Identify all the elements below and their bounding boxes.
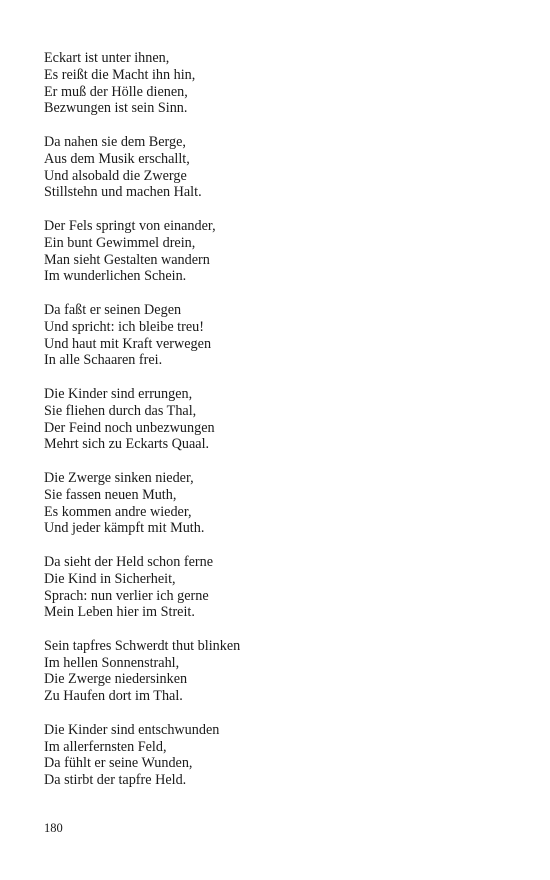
poem-line: Die Kind in Sicherheit, bbox=[44, 570, 176, 587]
poem-line: Und alsobald die Zwerge bbox=[44, 167, 187, 184]
stanza bbox=[44, 554, 524, 621]
poem-line: Sie fassen neuen Muth, bbox=[44, 486, 177, 503]
poem-line: Aus dem Musik erschallt, bbox=[44, 150, 190, 167]
poem-line: Da stirbt der tapfre Held. bbox=[44, 772, 187, 789]
poem-line: Die Zwerge sinken nieder, bbox=[44, 469, 194, 486]
poem-line: Stillstehn und machen Halt. bbox=[44, 184, 202, 201]
poem-line: Im wunderlichen Schein. bbox=[44, 268, 187, 285]
stanza bbox=[44, 218, 524, 285]
poem-line: Da sieht der Held schon ferne bbox=[44, 553, 214, 570]
poem-line: Der Feind noch unbezwungen bbox=[44, 419, 215, 436]
poem-line: Er muß der Hölle dienen, bbox=[44, 83, 188, 100]
poem-line: Da nahen sie dem Berge, bbox=[44, 133, 186, 150]
poem-line: Da fühlt er seine Wunden, bbox=[44, 755, 193, 772]
poem-line: Und spricht: ich bleibe treu! bbox=[44, 318, 204, 335]
stanza bbox=[44, 386, 524, 453]
stanza bbox=[44, 470, 524, 537]
poem-line: Die Zwerge niedersinken bbox=[44, 671, 188, 688]
stanza bbox=[44, 722, 524, 789]
stanza bbox=[44, 50, 524, 117]
poem-line: Sein tapfres Schwerdt thut blinken bbox=[44, 637, 241, 654]
poem-body bbox=[44, 50, 524, 806]
page-number: 180 bbox=[44, 821, 63, 835]
poem-line: Es kommen andre wieder, bbox=[44, 503, 192, 520]
poem-line: Die Kinder sind entschwunden bbox=[44, 721, 220, 738]
poem-line: In alle Schaaren frei. bbox=[44, 352, 163, 369]
poem-line: Es reißt die Macht ihn hin, bbox=[44, 66, 196, 83]
stanza bbox=[44, 638, 524, 705]
poem-line: Und haut mit Kraft verwegen bbox=[44, 335, 212, 352]
poem-line: Man sieht Gestalten wandern bbox=[44, 251, 210, 268]
poem-line: Mein Leben hier im Streit. bbox=[44, 604, 195, 621]
poem-line: Zu Haufen dort im Thal. bbox=[44, 688, 183, 705]
poem-line: Sprach: nun verlier ich gerne bbox=[44, 587, 209, 604]
poem-line: Die Kinder sind errungen, bbox=[44, 385, 193, 402]
poem-line: Eckart ist unter ihnen, bbox=[44, 50, 170, 66]
poem-line: Im allerfernsten Feld, bbox=[44, 738, 167, 755]
poem-line: Mehrt sich zu Eckarts Quaal. bbox=[44, 436, 210, 453]
stanza bbox=[44, 302, 524, 369]
poem-line: Bezwungen ist sein Sinn. bbox=[44, 100, 188, 117]
poem-line: Sie fliehen durch das Thal, bbox=[44, 402, 197, 419]
poem-line: Der Fels springt von einander, bbox=[44, 217, 216, 234]
poem-line: Und jeder kämpft mit Muth. bbox=[44, 520, 205, 537]
poem-line: Ein bunt Gewimmel drein, bbox=[44, 234, 196, 251]
stanza bbox=[44, 134, 524, 201]
poem-line: Da faßt er seinen Degen bbox=[44, 301, 182, 318]
poem-line: Im hellen Sonnenstrahl, bbox=[44, 654, 180, 671]
